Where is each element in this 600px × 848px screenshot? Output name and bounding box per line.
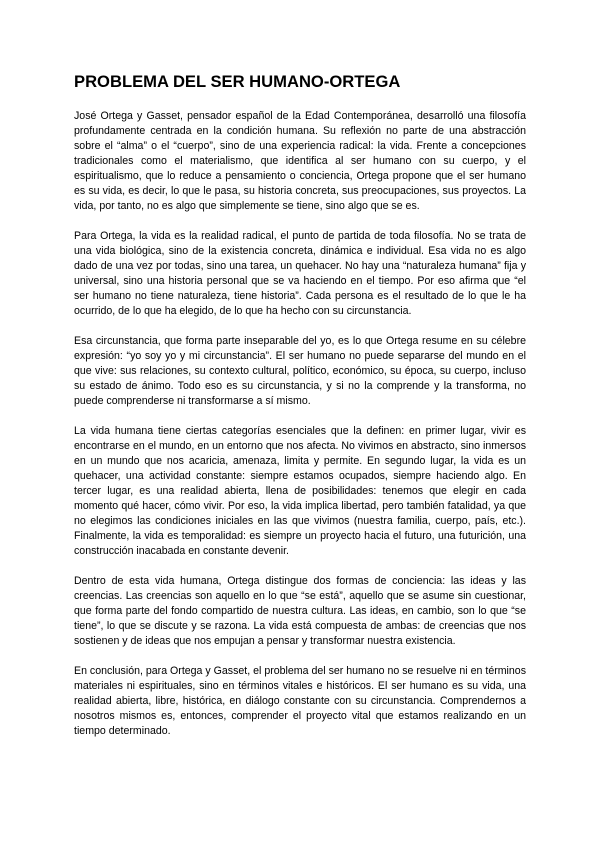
page-title: PROBLEMA DEL SER HUMANO-ORTEGA [74, 72, 401, 91]
document-body [74, 109, 526, 754]
paragraph-6: En conclusión, para Ortega y Gasset, el problema del ser humano no se resuelve ni en términos materiales ni espirituales, sino en términos vitales e históricos. El ser humano es su vida, una realidad abierta, libre, histórica, en diálogo constante con su circunstancia. Comprendernos a nosotros mismos es, entonces, comprender el proyecto vital que estamos realizando en un tiempo determinado. [74, 665, 526, 737]
paragraph-5: Dentro de esta vida humana, Ortega distingue dos formas de conciencia: las ideas y las creencias. Las creencias son aquello en lo que “se está”, aquello que se asume sin cuestionar, que forma parte del fondo compartido de nuestra cultura. Las ideas, en cambio, son lo que “se tiene”, lo que se discute y se razona. La vida está compuesta de ambas: de creencias que nos sostienen y de ideas que nos empujan a pensar y transformar nuestra existencia. [74, 575, 526, 647]
paragraph-2: Para Ortega, la vida es la realidad radical, el punto de partida de toda filosofía. No se trata de una vida biológica, sino de la existencia concreta, dinámica e individual. Esa vida no es algo dado de una vez por todas, sino una tarea, un quehacer. No hay una “naturaleza humana” fija y universal, sino una historia personal que se va haciendo en el tiempo. Por eso afirma que “el ser humano no tiene naturaleza, tiene historia”. Cada persona es el resultado de lo que le ha ocurrido, de lo que ha elegido, de lo que ha hecho con su circunstancia. [74, 230, 526, 317]
paragraph-4: La vida humana tiene ciertas categorías esenciales que la definen: en primer lugar, vivir es encontrarse en el mundo, en un entorno que nos afecta. No vivimos en abstracto, sino inmersos en un mundo que nos acaricia, amenaza, limita y permite. En segundo lugar, la vida es un quehacer, una actividad constante: siempre estamos ocupados, siempre haciendo algo. En tercer lugar, es una realidad abierta, llena de posibilidades: tenemos que elegir en cada momento qué hacer, cómo vivir. Por eso, la vida implica libertad, pero también fatalidad, ya que no elegimos las condiciones iniciales en las que vivimos (nuestra familia, cuerpo, país, etc.). Finalmente, la vida es temporalidad: es siempre un proyecto hacia el futuro, una futurición, una construcción inacabada en constante devenir. [74, 425, 526, 557]
paragraph-1: José Ortega y Gasset, pensador español de la Edad Contemporánea, desarrolló una filosofía profundamente centrada en la condición humana. Su reflexión no parte de una abstracción sobre el “alma” o el “cuerpo”, sino de una experiencia radical: la vida. Frente a concepciones tradicionales como el materialismo, que identifica al ser humano con su cuerpo, y el espiritualismo, que lo reduce a pensamiento o conciencia, Ortega propone que el ser humano es su vida, es decir, lo que le pasa, su historia concreta, sus preocupaciones, sus proyectos. La vida, por tanto, no es algo que simplemente se tiene, sino algo que se es. [74, 110, 526, 212]
paragraph-3: Esa circunstancia, que forma parte inseparable del yo, es lo que Ortega resume en su célebre expresión: “yo soy yo y mi circunstancia”. El ser humano no puede separarse del mundo en el que vive: sus relaciones, su contexto cultural, político, económico, su época, su cuerpo, incluso su estado de ánimo. Todo eso es su circunstancia, y si no la comprende y la transforma, no puede comprenderse ni transformarse a sí mismo. [74, 335, 526, 407]
